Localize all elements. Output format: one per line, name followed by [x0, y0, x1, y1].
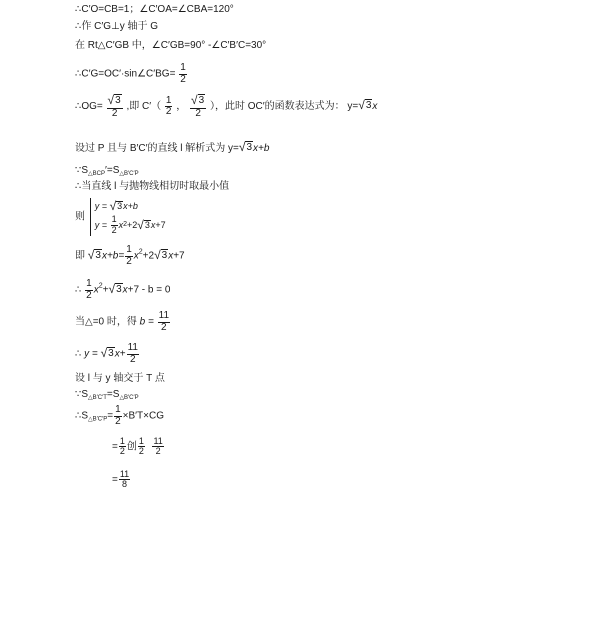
text-equals: =	[112, 441, 118, 453]
subscript: △B′C′P	[119, 171, 139, 177]
line-equation-system	[75, 198, 166, 236]
var-b: +b	[258, 143, 270, 154]
exponent: 2	[123, 220, 127, 228]
var-y: y =	[94, 200, 108, 211]
text-plus-two: +2	[142, 250, 155, 262]
var-x: x	[101, 250, 107, 262]
text-when-delta-zero: 当△=0 时，得	[75, 316, 137, 328]
frac-den: 2	[129, 353, 136, 365]
sqrt-symbol: √ 3	[137, 218, 150, 232]
line-congruent-segments	[75, 4, 234, 16]
line-area-substitution	[112, 437, 165, 457]
sqrt-symbol: √ 3	[108, 281, 122, 296]
sqrt-symbol: √ 3	[238, 140, 253, 154]
text-plus-seven: +7	[155, 219, 166, 230]
text-line8: ∴当直线 l 与抛物线相切时取最小值	[75, 181, 230, 192]
frac-den: 2	[111, 224, 117, 235]
var-x: x	[114, 348, 120, 360]
system-row-parabola	[95, 214, 166, 236]
fraction-eleven-half	[152, 437, 163, 457]
frac-den: 2	[126, 255, 132, 267]
frac-num: 1	[111, 214, 117, 225]
var-x: x	[118, 219, 124, 230]
sqrt-body: 3	[108, 347, 114, 359]
sqrt-body: 3	[117, 201, 123, 212]
var-b: +b	[127, 200, 138, 211]
sqrt-body: 3	[365, 100, 372, 112]
fraction-one-half	[111, 215, 118, 235]
frac-num	[190, 94, 206, 109]
frac-den: 2	[111, 107, 118, 119]
text-plus-two: +2	[126, 219, 138, 230]
text-times-glyph: 创	[126, 441, 137, 453]
frac-num: 1	[138, 436, 144, 446]
fraction-eleven-eighths	[119, 470, 130, 490]
frac-den: 2	[155, 446, 161, 457]
sqrt-symbol: √ 3	[100, 345, 114, 360]
line-construct-perpendicular	[75, 21, 158, 33]
line-og-length	[75, 94, 377, 119]
text-area-product: ×B′T×CG	[122, 410, 164, 422]
var-x: x	[372, 101, 378, 113]
sqrt-body: 3	[246, 142, 253, 153]
line-area-equality	[75, 165, 139, 178]
sqrt-body: 3	[116, 283, 122, 295]
text-equals: =	[112, 474, 118, 486]
var-y: y =	[94, 219, 108, 230]
sqrt-symbol: √ 3	[358, 98, 372, 113]
subscript: △B′C′T	[88, 395, 107, 401]
frac-num: 1	[119, 436, 125, 446]
text-og-prefix: ∴OG=	[75, 101, 103, 113]
var-x: x	[168, 250, 174, 262]
text-equals: =	[107, 410, 114, 422]
text-line14: 设 l 与 y 轴交于 T 点	[75, 373, 165, 384]
frac-den: 2	[161, 321, 167, 333]
line-tangent-equation	[75, 343, 140, 365]
frac-num: 11	[158, 310, 170, 321]
fraction-one-half	[165, 96, 173, 118]
text-comma: ，	[176, 101, 187, 113]
fraction-one-half	[85, 279, 93, 301]
var-x: x	[133, 250, 139, 262]
line-intersection-t	[75, 373, 165, 385]
subscript: △BCP	[88, 171, 105, 177]
frac-den: 2	[119, 446, 125, 457]
subscript: △B′C′P	[88, 416, 108, 423]
fraction-sqrt3-over-2	[107, 94, 123, 119]
text-plus: +	[102, 284, 109, 296]
frac-den: 8	[122, 479, 128, 490]
frac-num: 11	[127, 342, 138, 353]
sqrt-symbol: √ 3	[109, 199, 123, 213]
text-function-expression: ），此时 OC′的函数表达式为：	[209, 101, 345, 113]
line-discriminant	[75, 311, 171, 333]
text-line4: ∴C′G=OC′·sin∠C′BG=	[75, 68, 176, 80]
frac-den: 2	[138, 446, 144, 457]
var-x: x	[123, 200, 128, 211]
text-then: 则	[75, 211, 85, 223]
fraction-one-half	[119, 437, 126, 457]
var-x: x	[93, 284, 99, 296]
exponent: 2	[98, 282, 103, 290]
text-point-c: ,即 C′（	[126, 101, 162, 113]
frac-den: 2	[195, 107, 201, 119]
text-plus: +	[119, 348, 126, 360]
var-b: +b=	[106, 250, 125, 262]
text-line3: 在 Rt△C′GB 中，∠C′GB=90° -∠C′B′C=30°	[75, 40, 267, 51]
sqrt-symbol: √ 3	[87, 247, 101, 262]
fraction-eleven-half	[158, 311, 170, 333]
text-y-equals: y=	[347, 101, 359, 113]
line-tangent-line-setup	[75, 141, 269, 155]
var-x: x	[122, 284, 128, 296]
sqrt-body: 3	[95, 249, 101, 261]
line-area-result	[112, 470, 131, 490]
line-cg-length	[75, 63, 188, 85]
frac-num: 1	[126, 244, 132, 255]
fraction-eleven-half	[127, 343, 139, 365]
sqrt-symbol: √ 3	[154, 247, 168, 262]
text-line1: ∴C′O=CB=1；∠C′OA=∠CBA=120°	[75, 4, 234, 15]
sqrt-body: 3	[161, 249, 168, 261]
equation-system	[90, 198, 166, 236]
text-therefore: ∴	[75, 284, 82, 296]
text-namely: 即	[75, 250, 85, 262]
system-row-line	[95, 198, 166, 214]
subscript: △B′C′P	[119, 395, 139, 401]
sqrt-body: 3	[115, 95, 121, 106]
text-equals-s: ′=S	[105, 165, 120, 176]
frac-num: 1	[180, 62, 186, 73]
text-line2: ∴作 C′G⊥y 轴于 G	[75, 21, 159, 32]
sqrt-body: 3	[198, 95, 205, 106]
frac-den: 2	[165, 106, 172, 117]
fraction-one-half	[138, 437, 145, 457]
var-b: b =	[139, 316, 154, 328]
text-therefore: ∴	[75, 348, 82, 360]
frac-den: 2	[86, 289, 92, 301]
exponent: 2	[138, 248, 143, 256]
line-area-equality-t	[75, 389, 139, 402]
line-area-formula	[75, 405, 164, 427]
var-y: y =	[84, 348, 98, 360]
text-since-s: ∵S	[75, 389, 89, 400]
frac-num	[107, 94, 123, 109]
sqrt-body: 3	[144, 220, 150, 231]
frac-num: 11	[119, 469, 130, 479]
sqrt-symbol: √ 3	[107, 93, 121, 107]
line-combined-equation	[75, 245, 185, 267]
frac-num: 11	[153, 436, 163, 446]
var-x: x	[253, 143, 259, 154]
line-right-triangle	[75, 40, 266, 52]
frac-den: 2	[180, 73, 186, 85]
text-equation-tail: +7 - b = 0	[127, 284, 171, 296]
frac-den: 2	[115, 415, 121, 427]
fraction-one-half	[125, 245, 133, 267]
text-equals-s: =S	[106, 389, 120, 400]
line-quadratic-zero	[75, 279, 170, 301]
text-plus-seven: +7	[173, 250, 185, 262]
fraction-one-half	[179, 63, 187, 85]
var-x: x	[150, 219, 156, 230]
fraction-one-half	[114, 405, 122, 427]
text-since-s: ∵S	[75, 165, 89, 176]
sqrt-symbol: √ 3	[191, 93, 205, 107]
line-tangent-minimum	[75, 181, 229, 193]
fraction-sqrt3-over-2	[190, 94, 206, 119]
frac-num: 1	[86, 278, 92, 289]
frac-num: 1	[165, 94, 172, 106]
frac-num: 1	[115, 404, 121, 415]
text-line6: 设过 P 且与 B′C′的直线 l 解析式为 y=	[75, 143, 239, 154]
text-therefore-s: ∴S	[75, 410, 89, 422]
